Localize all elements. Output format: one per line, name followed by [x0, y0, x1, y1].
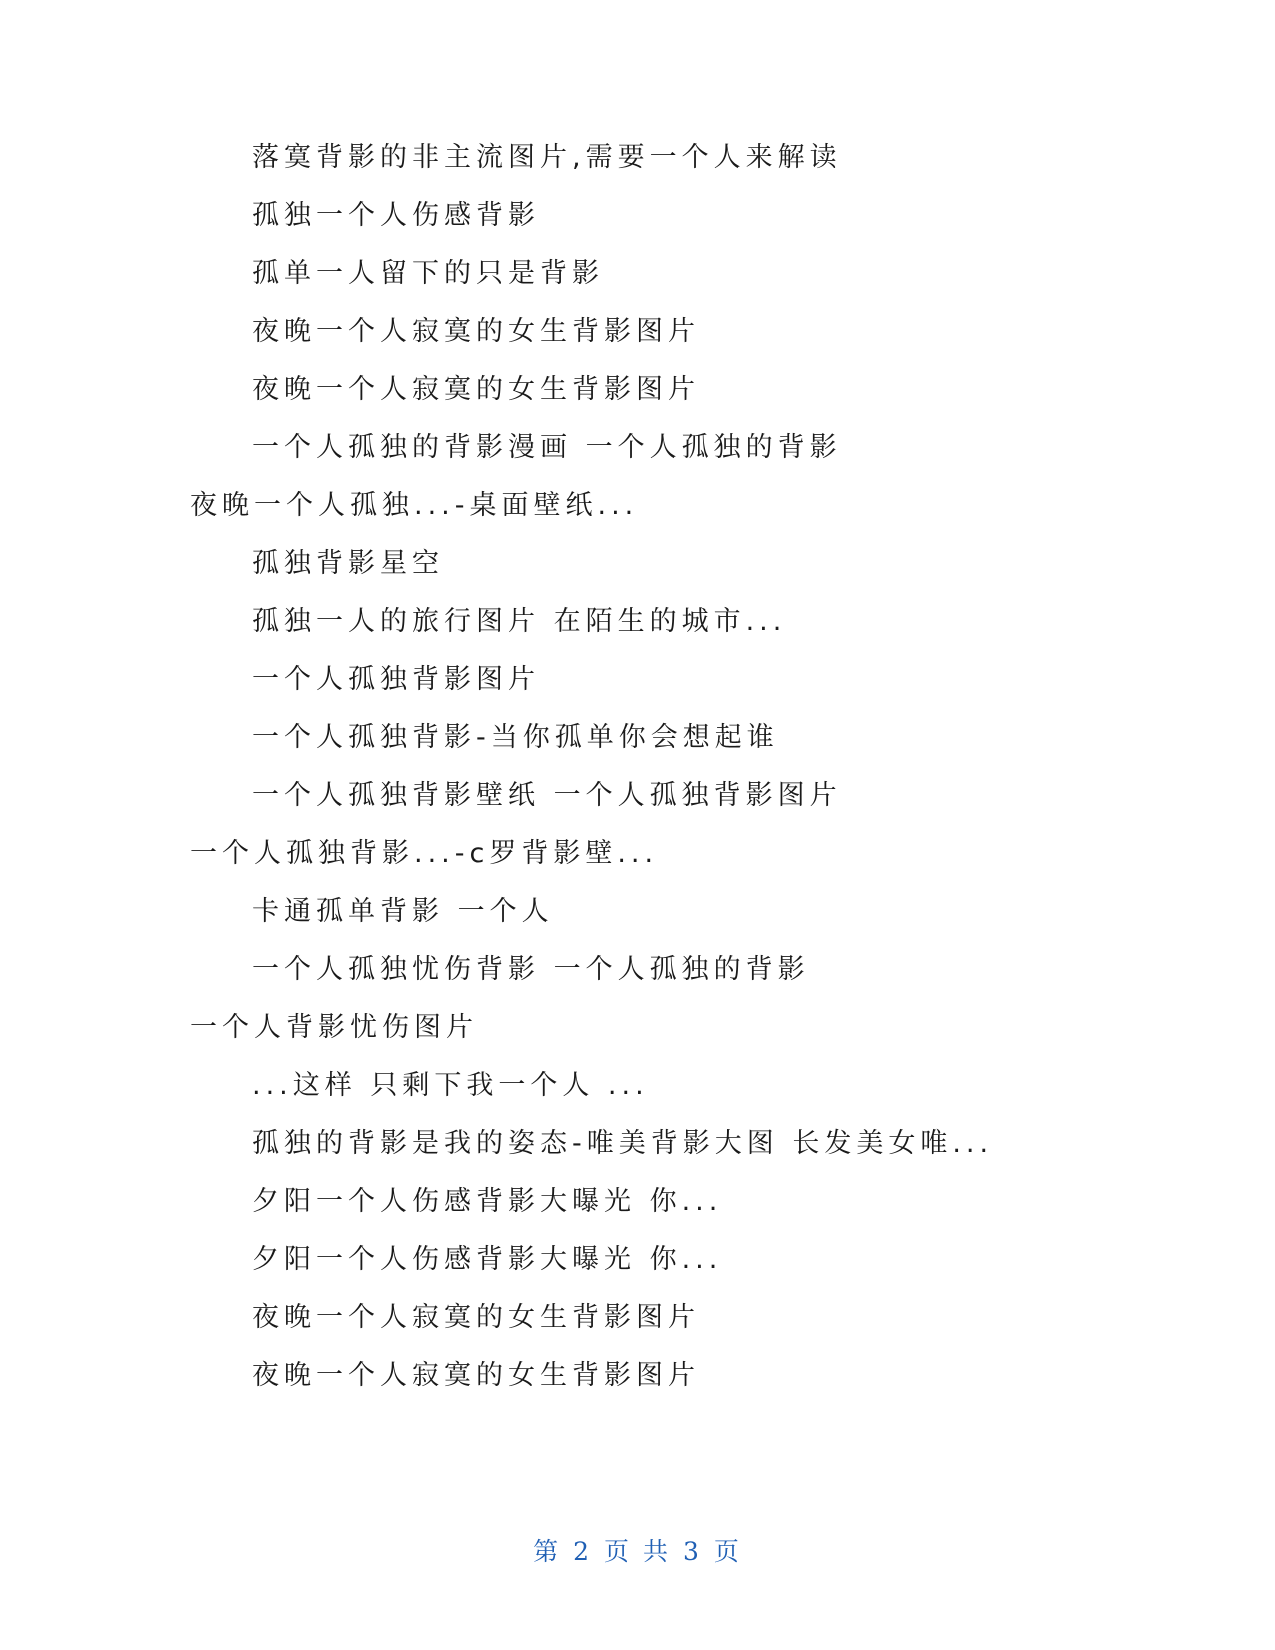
text-line: 一个人背影忧伤图片 — [190, 1012, 478, 1043]
footer-middle: 页 共 — [604, 1537, 671, 1566]
footer-suffix: 页 — [713, 1537, 742, 1566]
text-line: 孤独一个人伤感背影 — [252, 200, 540, 231]
text-line: 孤单一人留下的只是背影 — [252, 258, 604, 289]
text-line: 夕阳一个人伤感背影大曝光 你... — [252, 1244, 723, 1275]
text-line: 夕阳一个人伤感背影大曝光 你... — [252, 1186, 723, 1217]
text-line: 夜晚一个人寂寞的女生背影图片 — [252, 1360, 700, 1391]
text-line: 一个人孤独背影...-c罗背影壁... — [190, 838, 659, 869]
text-line: 孤独的背影是我的姿态-唯美背影大图 长发美女唯... — [252, 1128, 994, 1159]
text-line: ...这样 只剩下我一个人 ... — [252, 1070, 649, 1101]
text-line: 一个人孤独背影图片 — [252, 664, 540, 695]
text-line: 夜晚一个人寂寞的女生背影图片 — [252, 1302, 700, 1333]
text-line: 一个人孤独背影壁纸 一个人孤独背影图片 — [252, 780, 842, 811]
footer-current-page: 2 — [573, 1537, 593, 1566]
footer-prefix: 第 — [533, 1537, 562, 1566]
text-line: 孤独一人的旅行图片 在陌生的城市... — [252, 606, 787, 637]
text-line: 一个人孤独的背影漫画 一个人孤独的背影 — [252, 432, 842, 463]
page-footer — [0, 1532, 1275, 1568]
text-line: 一个人孤独忧伤背影 一个人孤独的背影 — [252, 954, 810, 985]
text-line: 夜晚一个人寂寞的女生背影图片 — [252, 316, 700, 347]
text-line: 落寞背影的非主流图片,需要一个人来解读 — [252, 142, 842, 173]
text-line: 一个人孤独背影-当你孤单你会想起谁 — [252, 722, 779, 753]
text-line: 卡通孤单背影 一个人 — [252, 896, 554, 927]
text-line: 夜晚一个人寂寞的女生背影图片 — [252, 374, 700, 405]
text-line: 孤独背影星空 — [252, 548, 444, 579]
text-line: 夜晚一个人孤独...-桌面壁纸... — [190, 490, 639, 521]
footer-total-pages: 3 — [682, 1537, 702, 1566]
